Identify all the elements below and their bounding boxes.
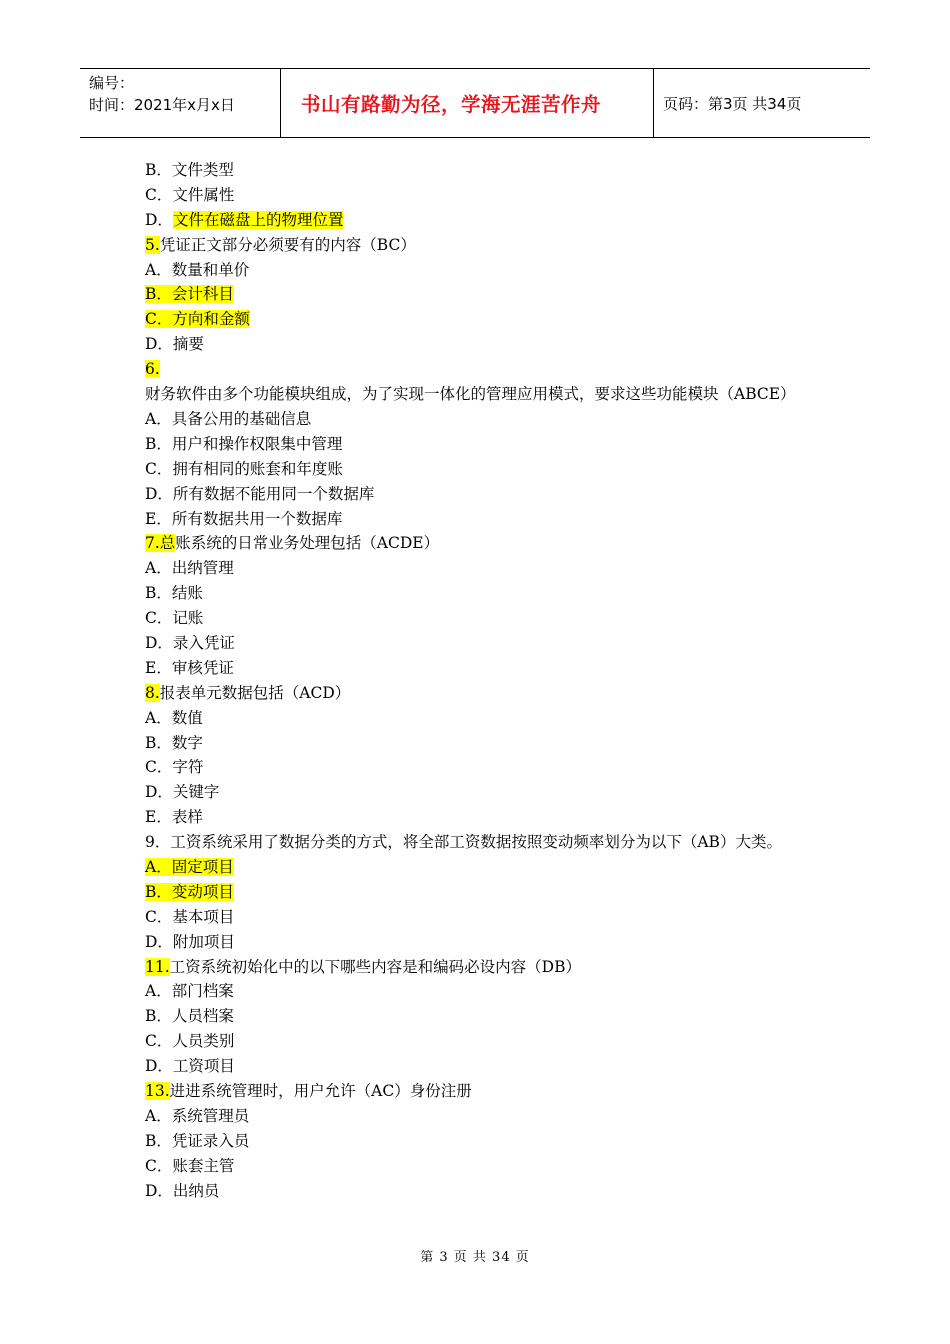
document-line <box>145 1079 810 1104</box>
line-text: B．用户和操作权限集中管理 <box>145 434 343 453</box>
line-text: C．字符 <box>145 758 204 777</box>
document-line <box>145 407 810 432</box>
highlighted-text: A．固定项目 <box>145 857 234 876</box>
document-line <box>145 332 810 357</box>
document-line <box>145 432 810 457</box>
line-text: 报表单元数据包括（ACD） <box>159 683 351 702</box>
line-text: D．录入凭证 <box>145 633 235 652</box>
document-line <box>145 183 810 208</box>
document-line <box>145 805 810 830</box>
document-line <box>145 531 810 556</box>
line-text: D． <box>145 210 173 229</box>
line-text: B．人员档案 <box>145 1007 234 1026</box>
document-line <box>145 631 810 656</box>
header-page-cell <box>654 69 870 137</box>
highlighted-text: 8. <box>145 683 160 702</box>
document-body <box>145 158 810 1203</box>
document-line <box>145 755 810 780</box>
document-line <box>145 158 810 183</box>
line-text: E．表样 <box>145 808 203 827</box>
time-label: 时间：2021年x月x日 <box>89 96 235 114</box>
document-line <box>145 357 810 407</box>
document-line <box>145 830 810 855</box>
line-text: A．数值 <box>145 708 203 727</box>
line-text: 9．工资系统采用了数据分类的方式，将全部工资数据按照变动频率划分为以下（AB）大类。 <box>145 833 782 852</box>
document-line <box>145 1104 810 1129</box>
line-text: 工资系统初始化中的以下哪些内容是和编码必设内容（DB） <box>169 957 581 976</box>
document-line <box>145 955 810 980</box>
header-meta <box>80 69 281 137</box>
line-text: D．工资项目 <box>145 1057 235 1076</box>
document-line <box>145 233 810 258</box>
number-label: 编号： <box>89 74 135 92</box>
line-text: D．所有数据不能用同一个数据库 <box>145 484 375 503</box>
document-line <box>145 905 810 930</box>
line-text: A．具备公用的基础信息 <box>145 409 312 428</box>
line-text: D．附加项目 <box>145 932 235 951</box>
document-line <box>145 282 810 307</box>
document-line <box>145 979 810 1004</box>
document-line <box>145 780 810 805</box>
document-line <box>145 258 810 283</box>
line-text: E．所有数据共用一个数据库 <box>145 509 343 528</box>
line-text: C．文件属性 <box>145 185 235 204</box>
highlighted-text: B．变动项目 <box>145 882 234 901</box>
document-line <box>145 307 810 332</box>
motto-text: 书山有路勤为径，学海无涯苦作舟 <box>301 93 602 116</box>
highlighted-text: 11. <box>145 957 170 976</box>
document-line <box>145 855 810 880</box>
document-line <box>145 656 810 681</box>
line-text: 进进系统管理时，用户允许（AC）身份注册 <box>169 1082 472 1100</box>
page-footer: 第 3 页 共 34 页 <box>420 1250 530 1265</box>
document-line <box>145 556 810 581</box>
document-line <box>145 1054 810 1079</box>
line-text: B．凭证录入员 <box>145 1131 250 1150</box>
line-text: B．文件类型 <box>145 161 234 179</box>
document-line <box>145 1129 810 1154</box>
line-text: A．部门档案 <box>145 982 234 1001</box>
line-text: 凭证正文部分必须要有的内容（BC） <box>159 235 416 254</box>
highlighted-text: C．方向和金额 <box>145 310 250 329</box>
line-text: A．系统管理员 <box>145 1106 250 1125</box>
document-line <box>145 1154 810 1179</box>
document-line <box>145 731 810 756</box>
highlighted-text: 13. <box>145 1082 170 1100</box>
line-text: A．出纳管理 <box>145 559 234 578</box>
document-line <box>145 930 810 955</box>
document-line <box>145 606 810 631</box>
document-line <box>145 1029 810 1054</box>
document-line <box>145 880 810 905</box>
document-line <box>145 482 810 507</box>
line-text: 账系统的日常业务处理包括（ACDE） <box>175 534 440 553</box>
document-line <box>145 681 810 706</box>
highlighted-text: 文件在磁盘上的物理位置 <box>172 210 344 229</box>
document-line <box>145 457 810 482</box>
line-text: B．结账 <box>145 584 203 603</box>
line-text: A．数量和单价 <box>145 260 250 279</box>
line-text: 财务软件由多个功能模块组成，为了实现一体化的管理应用模式，要求这些功能模块（ABCE） <box>145 385 796 404</box>
document-line <box>145 581 810 606</box>
highlighted-text: 5. <box>145 235 160 254</box>
document-line <box>145 706 810 731</box>
line-text: D．关键字 <box>145 783 220 802</box>
line-text: D．出纳员 <box>145 1181 220 1200</box>
page-label: 页码：第3页 共34页 <box>663 94 802 113</box>
document-line <box>145 1004 810 1029</box>
document-line <box>145 1179 810 1204</box>
line-text: C．账套主管 <box>145 1156 235 1175</box>
line-text: C．拥有相同的账套和年度账 <box>145 459 343 478</box>
page-header <box>80 68 870 138</box>
header-motto-cell <box>281 69 654 137</box>
highlighted-text: B．会计科目 <box>145 285 234 304</box>
line-text: B．数字 <box>145 733 203 752</box>
line-text: C．基本项目 <box>145 907 235 926</box>
line-text: C．人员类别 <box>145 1032 235 1051</box>
highlighted-text: 6. <box>145 360 160 379</box>
document-line <box>145 208 810 233</box>
line-text: D．摘要 <box>145 335 204 354</box>
line-text: C．记账 <box>145 609 204 628</box>
line-text: E．审核凭证 <box>145 658 234 677</box>
document-line <box>145 507 810 532</box>
highlighted-text: 7.总 <box>145 534 176 553</box>
